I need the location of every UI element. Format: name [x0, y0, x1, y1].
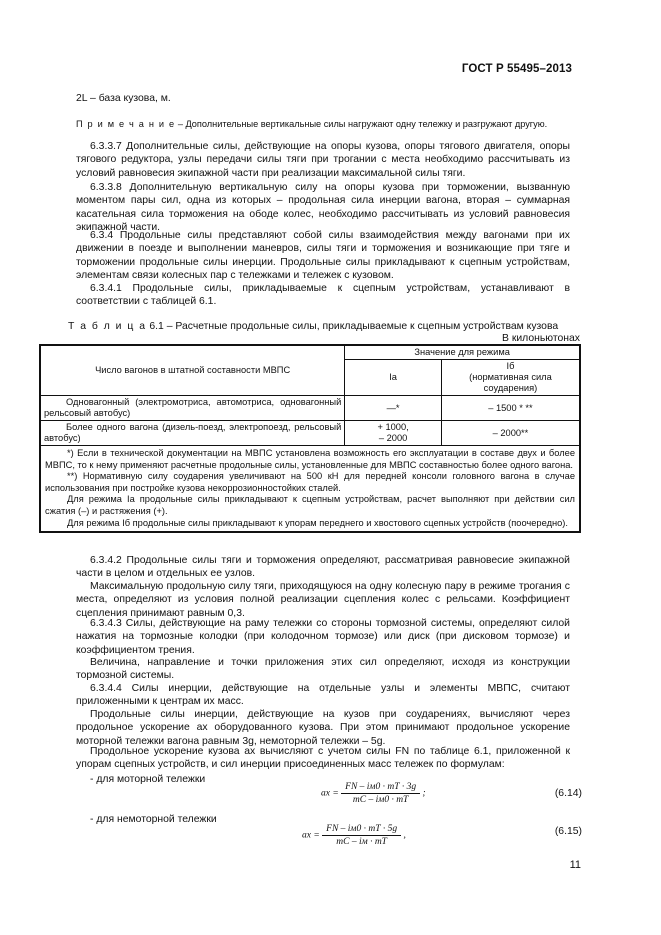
row-ib: – 1500 * ** — [441, 396, 580, 421]
formula-denominator: mС – iм · mТ — [336, 837, 387, 847]
row-label: Более одного вагона (дизель-поезд, электропоезд, рельсовый автобус) — [40, 421, 345, 446]
longitudinal-forces-table — [39, 344, 581, 533]
row-ib: – 2000** — [441, 421, 580, 446]
header-ib — [441, 360, 580, 396]
formula-lhs: aх = — [321, 788, 339, 799]
equation-number: (6.15) — [554, 826, 582, 837]
paragraph: 6.3.3.8 Дополнительную вертикальную силу на опоры кузова при торможении, вызванную моментом пары сил, одна из которых – продольная сила инерции вагона, вторая – суммарная касательная сила торможения на ободе колес, необходимо рассчитывать из условий равновесия экипажной части. — [76, 182, 570, 234]
paragraph: 6.3.3.7 Дополнительные силы, действующие на опоры кузова, опоры тягового двигателя, опоры тягового редуктора, узлы передачи силы тяги при трогании с места необходимо рассчитывать из условий равновесия экипажной части при реализации максимальной силы тяги. — [76, 141, 570, 179]
table-row — [40, 396, 580, 421]
formula-fraction — [322, 824, 401, 847]
paragraph: 6.3.4.1 Продольные силы, прикладываемые к сцепным устройствам, устанавливают в соответствии с таблицей 6.1. — [76, 283, 570, 308]
header-ia: Iа — [345, 360, 442, 396]
formula-fraction — [341, 782, 420, 805]
formula-denominator: mС – iм0 · mТ — [352, 795, 409, 805]
note-label: П р и м е ч а н и е — [76, 119, 176, 129]
row-ia-tension: + 1000, — [377, 422, 409, 432]
table-units: В килоньютонах — [502, 333, 580, 344]
formula-tail: ; — [422, 788, 426, 799]
formula-label: - для моторной тележки — [90, 774, 206, 785]
formula-lhs: aх = — [302, 830, 320, 841]
table-row — [40, 421, 580, 446]
footnote: **) Нормативную силу соударения увеличивают на 500 кН для передней консоли головного вагона в случае использования при постройке кузова некоррозионностойких сталей. — [45, 471, 575, 493]
header-mode-group: Значение для режима — [345, 345, 580, 360]
formula-numerator: FN – iм0 · mТ · 3g — [341, 782, 420, 794]
paragraph: Продольное ускорение кузова aх вычисляют с учетом силы FN по таблице 6.1, приложенной к упорам сцепных устройств, и сил инерции присоединенных масс тележек по формулам: — [76, 746, 570, 771]
standard-header: ГОСТ Р 55495–2013 — [461, 63, 572, 75]
page-number: 11 — [569, 859, 581, 871]
paragraph: Продольные силы инерции, действующие на кузов при соударениях, вычисляют через продольное ускорение aх оборудованного кузова. При этом принимают продольное ускорение моторной тележки вагона равным 3g, немоторной тележки – 5g. — [76, 709, 570, 747]
paragraph: 6.3.4.4 Силы инерции, действующие на отдельные узлы и элементы МВПС, считают приложенными к центрам их масс. — [76, 683, 570, 708]
table-footnotes — [40, 446, 580, 533]
paragraph: 6.3.4 Продольные силы представляют собой силы взаимодействия между вагонами при их движении в поезде и выполнении маневров, силы тяги и торможения и возникающие при тяге и торможении продольные силы инерции. Продольные силы прикладывают к сцепным устройствам, элементам связи колесных пар с тележками и тележек с кузовом. — [76, 230, 570, 282]
paragraph: 6.3.4.3 Силы, действующие на раму тележки со стороны тормозной системы, определяют силой нажатия на тормозные колодки (при колодочном тормозе) или диск (при дисковом тормозе) и коэффициентом трения. — [76, 618, 570, 656]
equation-number: (6.14) — [554, 788, 582, 799]
header-ib-label: Iб — [506, 361, 515, 371]
row-label: Одновагонный (электромотриса, автомотриса, одновагонный рельсовый автобус) — [40, 396, 345, 421]
formula-label: - для немоторной тележки — [90, 814, 217, 825]
footnote: Для режима Iа продольные силы прикладывают к сцепным устройствам, расчет выполняют при действии сил сжатия (–) и растяжения (+). — [45, 494, 575, 516]
footnote: *) Если в технической документации на МВПС установлена возможность его эксплуатации в составе двух и более МВПС, то к нему применяют расчетные продольные силы, установленные для МВПС составностью более одного вагона. — [45, 448, 575, 470]
formula-tail: , — [403, 830, 406, 841]
paragraph: Максимальную продольную силу тяги, приходящуюся на одну колесную пару в режиме трогания с места, определяют из условия полной реализации сцепления колес с рельсами. Коэффициент сцепления принимают равным 0,3. — [76, 581, 570, 619]
paragraph: Величина, направление и точки приложения этих сил определяют, исходя из конструкции тормозной системы. — [76, 657, 570, 682]
row-ia: —* — [345, 396, 442, 421]
table-title-text: 6.1 – Расчетные продольные силы, прикладываемые к сцепным устройствам кузова — [146, 321, 559, 332]
formula-6-15 — [302, 824, 406, 847]
table-title-label: Т а б л и ц а — [68, 321, 147, 332]
formula-6-14 — [321, 782, 426, 805]
formula-numerator: FN – iм0 · mТ · 5g — [322, 824, 401, 836]
footnote: Для режима Iб продольные силы прикладывают к упорам переднего и хвостового сцепных устройств (поочередно). — [67, 517, 568, 528]
row-ia-compression: – 2000 — [378, 433, 408, 443]
row-ia — [345, 421, 442, 446]
paragraph: 6.3.4.2 Продольные силы тяги и торможения определяют, рассматривая равновесие экипажной части в целом и отдельных ее узлов. — [76, 555, 570, 580]
intro-line: 2L – база кузова, м. — [76, 93, 171, 104]
header-ib-note: (нормативная сила соударения) — [469, 372, 552, 393]
note-text: – Дополнительные вертикальные силы нагружают одну тележку и разгружают другую. — [175, 119, 548, 129]
note — [76, 118, 576, 130]
header-count: Число вагонов в штатной составности МВПС — [40, 345, 345, 396]
